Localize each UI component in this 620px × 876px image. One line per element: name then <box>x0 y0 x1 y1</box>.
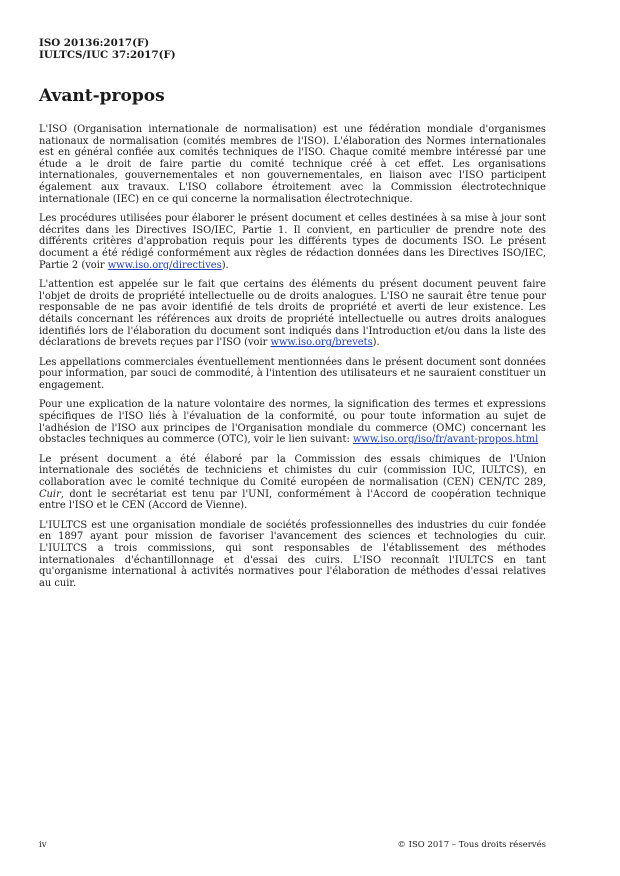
page-number: iv <box>39 840 47 850</box>
avant-propos-link[interactable]: www.iso.org/iso/fr/avant-propos.html <box>352 434 539 446</box>
paragraph-1: L'ISO (Organisation internationale de normalisation) est une fédération mondiale d'organismes nationaux de normalisation (comités membres de l'ISO). L'élaboration des Normes internationales est en général confiée aux comités techniques de l'ISO. Chaque comité membre intéressé par une étude a le droit de faire partie du comité technique créé à cet effet. Les organisations internationales, gouvernementales et non gouvernementales, en liaison avec l'ISO participent également aux travaux. L'ISO collabore étroitement avec la Commission électrotechnique internationale (IEC) en ce qui concerne la normalisation électrotechnique. <box>39 124 546 205</box>
brevets-link[interactable]: www.iso.org/brevets <box>270 337 373 349</box>
committee-name-italic: Cuir <box>39 488 61 500</box>
paragraph-6-text: Le présent document a été élaboré par la Commission des essais chimiques de l'Union internationale des sociétés de techniciens et chimistes du cuir (commission IUC, IULTCS), en collaboration avec le comité technique du Comité européen de normalisation (CEN) CEN/TC 289, <box>39 453 546 489</box>
directives-link[interactable]: www.iso.org/directives <box>107 259 222 271</box>
copyright-notice: © ISO 2017 – Tous droits réservés <box>397 840 546 850</box>
paragraph-2-end: ). <box>221 259 229 271</box>
paragraph-6-end: , dont le secrétariat est tenu par l'UNI, conformément à l'Accord de coopération technique entre l'ISO et le CEN (Accord de Vienne). <box>39 488 546 512</box>
paragraph-5-text: Pour une explication de la nature volontaire des normes, la signification des termes et expressions spécifiques de l'ISO liés à l'évaluation de la conformité, ou pour toute information au sujet de l'adhésion de l'ISO aux principes de l'Organisation mondiale du commerce (OMC) concernant les obstacles techniques au commerce (OTC), voir le lien suivant: <box>39 399 546 446</box>
paragraph-5 <box>39 399 546 445</box>
paragraph-7: L'IULTCS est une organisation mondiale de sociétés professionnelles des industries du cuir fondée en 1897 ayant pour mission de favoriser l'avancement des sciences et technologies du cuir. L'IULTCS a trois commissions, qui sont responsables de l'établissement des méthodes internationales d'échantillonnage et d'essai des cuirs. L'ISO reconnaît l'IULTCS en tant qu'organisme international à activités normatives pour l'élaboration de méthodes d'essai relatives au cuir. <box>39 519 546 589</box>
document-header <box>39 37 176 61</box>
page-title: Avant-propos <box>39 86 165 106</box>
paragraph-2 <box>39 213 546 271</box>
paragraph-6 <box>39 454 546 512</box>
paragraph-4: Les appellations commerciales éventuellement mentionnées dans le présent document sont données pour information, par souci de commodité, à l'intention des utilisateurs et ne sauraient constituer un engagement. <box>39 356 546 391</box>
paragraph-3 <box>39 279 546 349</box>
document-id-iso: ISO 20136:2017(F) <box>39 37 150 49</box>
paragraph-3-text: L'attention est appelée sur le fait que certains des éléments du présent document peuvent faire l'objet de droits de propriété intellectuelle ou de droits analogues. L'ISO ne saurait être tenue pour responsable de ne pas avoir identifié de tels droits de propriété et averti de leur existence. Les détails concernant les références aux droits de propriété intellectuelle ou autres droits analogues identifiés lors de l'élaboration du document sont indiqués dans l'Introduction et/ou dans la liste des déclarations de brevets reçues par l'ISO (voir <box>39 279 546 349</box>
paragraph-2-text: Les procédures utilisées pour élaborer le présent document et celles destinées à sa mise à jour sont décrites dans les Directives ISO/IEC, Partie 1. Il convient, en particulier de prendre note des différents critères d'approbation requis pour les différents types de documents ISO. Le présent document a été rédigé conformément aux règles de rédaction données dans les Directives ISO/IEC, Partie 2 (voir <box>39 213 546 271</box>
paragraph-3-end: ). <box>372 337 380 349</box>
document-id-iultcs: IULTCS/IUC 37:2017(F) <box>39 49 176 61</box>
foreword-body <box>39 124 546 597</box>
